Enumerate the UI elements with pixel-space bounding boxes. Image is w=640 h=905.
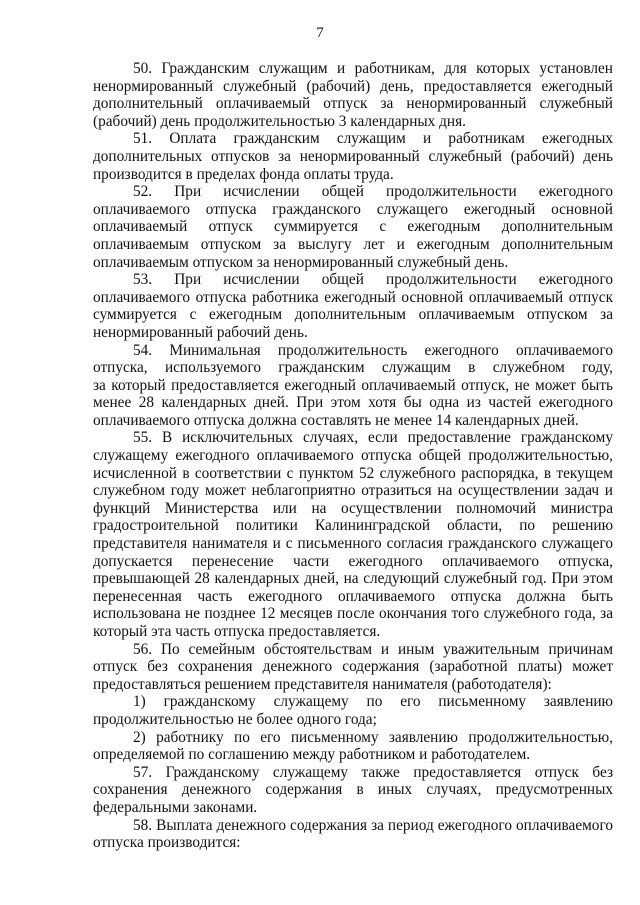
text-line: 58. Выплата денежного содержания за период ежегодного оплачиваемого [133,816,613,834]
text-line: 53. При исчислении общей продолжительности ежегодного [133,271,613,289]
text-line: 2) работнику по его письменному заявлению продолжительностью, [133,728,613,746]
text-line: оплачиваемого отпуска гражданского служащего ежегодный основной [93,200,613,218]
text-line: дополнительный оплачиваемый отпуск за ненормированный служебный [93,95,613,113]
paragraph-p52 [93,183,613,271]
text-line: использована не позднее 12 месяцев после окончания того служебного года, за [93,605,613,623]
text-line: (рабочий) день продолжительностью 3 календарных дня. [93,112,466,130]
text-line: сохранения денежного содержания в иных случаях, предусмотренных [93,781,613,799]
text-line: служащему ежегодного оплачиваемого отпуска общей продолжительностью, [93,447,613,465]
text-line: градостроительной политики Калининградской области, по решению [93,517,613,535]
text-line: 52. При исчислении общей продолжительности ежегодного [133,183,613,201]
text-line: отпуска производится: [93,834,241,852]
document-body [93,60,613,852]
text-line: оплачиваемым отпуском за выслугу лет и ежегодным дополнительным [93,235,613,253]
paragraph-p56_1 [93,693,613,728]
paragraph-p54 [93,342,613,430]
text-line: допускается перенесение части ежегодного оплачиваемого отпуска, [93,552,613,570]
text-line: 50. Гражданским служащим и работникам, для которых установлен [133,60,613,77]
text-line: 51. Оплата гражданским служащим и работникам ежегодных [133,130,613,148]
paragraph-p57 [93,764,613,817]
paragraph-p53 [93,271,613,341]
text-line: оплачиваемым отпуском за ненормированный служебный день. [93,253,509,271]
text-line: 1) гражданскому служащему по его письменному заявлению [133,693,613,711]
text-line: отпуска, используемого гражданским служащим в служебном году, [93,359,613,377]
text-line: 54. Минимальная продолжительность ежегодного оплачиваемого [133,341,613,359]
text-line: оплачиваемого отпуска работника ежегодный основной оплачиваемый отпуск [93,288,613,306]
text-line: суммируется с ежегодным дополнительным оплачиваемым отпуском за [93,306,613,324]
text-line: исчисленной в соответствии с пунктом 52 служебного распорядка, в текущем [93,464,613,482]
text-line: представителя нанимателя и с письменного согласия гражданского служащего [93,535,613,553]
text-line: продолжительностью не более одного года; [93,710,377,728]
text-line: производится в пределах фонда оплаты труда. [93,165,394,183]
paragraph-p55 [93,429,613,640]
paragraph-p51 [93,130,613,183]
text-line: перенесенная часть ежегодного оплачиваемого отпуска должна быть [93,587,613,605]
text-line: федеральными законами. [93,798,258,816]
text-line: за который предоставляется ежегодный оплачиваемый отпуск, не может быть [93,376,613,394]
text-line: ненормированный служебный (рабочий) день, предоставляется ежегодный [93,77,613,95]
paragraph-p56 [93,641,613,694]
text-line: который эта часть отпуска предоставляется. [93,623,381,640]
text-line: превышающей 28 календарных дней, на следующий служебный год. При этом [93,570,613,588]
text-line: служебном году может неблагоприятно отразиться на осуществлении задач и [93,482,613,500]
text-line: 55. В исключительных случаях, если предоставление гражданскому [133,429,613,447]
text-line: предоставляться решением представителя нанимателя (работодателя): [93,675,552,693]
paragraph-p56_2 [93,729,613,764]
text-line: определяемой по соглашению между работником и работодателем. [93,746,531,764]
text-line: дополнительных отпусков за ненормированный служебный (рабочий) день [93,147,613,165]
text-line: отпуск без сохранения денежного содержания (заработной платы) может [93,658,613,676]
text-line: менее 28 календарных дней. При этом хотя бы одна из частей ежегодного [93,394,613,412]
text-line: функций Министерства или на осуществлении полномочий министра [93,499,613,517]
text-line: 56. По семейным обстоятельствам и иным уважительным причинам [133,640,613,658]
text-line: ненормированный рабочий день. [93,323,308,341]
text-line: оплачиваемого отпуска должна составлять не менее 14 календарных дней. [93,411,579,429]
page-number: 7 [316,25,324,41]
text-line: оплачиваемый отпуск суммируется с ежегодным дополнительным [93,218,613,236]
paragraph-p58 [93,817,613,852]
text-line: 57. Гражданскому служащему также предоставляется отпуск без [133,763,613,781]
paragraph-p50 [93,60,613,130]
